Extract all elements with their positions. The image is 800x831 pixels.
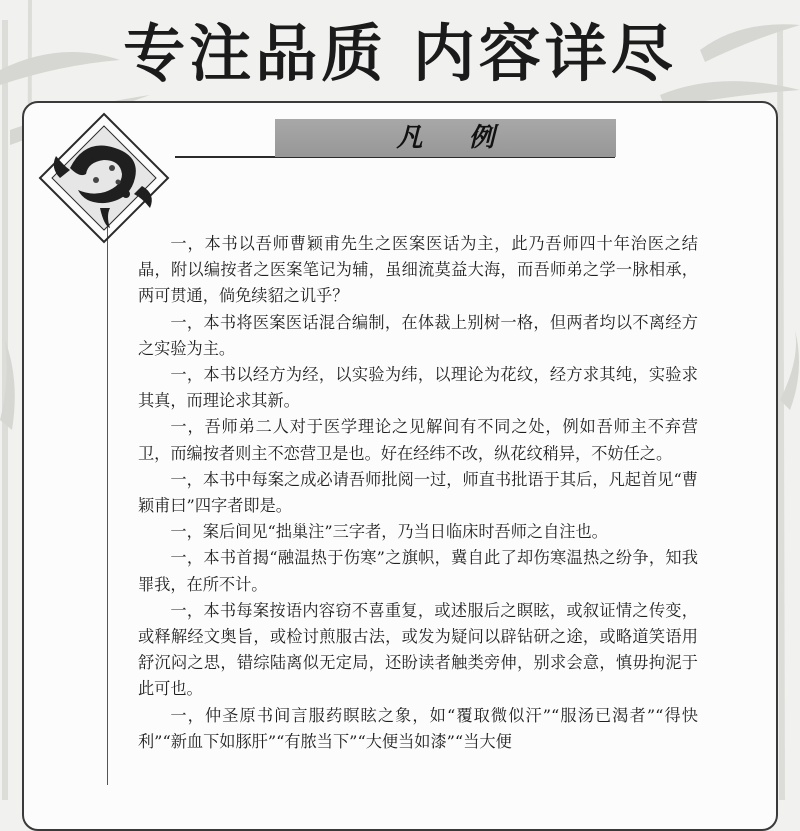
banner-title: 专注品质 内容详尽	[123, 17, 677, 90]
margin-line	[107, 225, 108, 785]
paragraph: 一，仲圣原书间言服药瞑眩之象，如“覆取微似汗”“服汤已渴者”“得快利”“新血下如豚肝”“有脓当下”“大便当如漆”“当大便	[138, 705, 698, 751]
paragraph: 一，本书以经方为经，以实验为纬，以理论为花纹，经方求其纯，实验求其真，而理论求其新。	[138, 365, 698, 411]
paragraph: 一，本书以吾师曹颖甫先生之医案医话为主，此乃吾师四十年治医之结晶，附以编按者之医案笔记为辅，虽细流莫益大海，而吾师弟之学一脉相承，两可贯通，倘免续貂之讥乎？	[138, 234, 698, 306]
paragraph: 一，吾师弟二人对于医学理论之见解间有不同之处，例如吾师主不弃营卫，而编按者则主不恋营卫是也。好在经纬不改，纵花纹稍异，不妨任之。	[138, 417, 698, 463]
section-title: 凡例	[396, 123, 541, 153]
paragraph: 一，本书每案按语内容窃不喜重复，或述服后之瞑眩，或叙证情之传变，或释解经文奥旨，或检讨煎服古法，或发为疑问以辟钻研之途，或略道笑语用舒沉闷之思，错综陆离似无定局，还盼读者触类旁伸，别求会意，慎毋拘泥于此可也。	[138, 600, 698, 699]
paragraph: 一，本书将医案医话混合编制，在体裁上别树一格，但两者均以不离经方之实验为主。	[138, 312, 698, 358]
paragraph: 一，本书中每案之成必请吾师批阅一过，师直书批语于其后，凡起首见“曹颖甫曰”四字者即是。	[138, 469, 698, 516]
dragon-emblem-icon	[30, 108, 178, 248]
paragraph: 一，本书首揭“融温热于伤寒”之旗帜，冀自此了却伤寒温热之纷争，知我罪我，在所不计。	[138, 548, 698, 594]
document-body	[138, 231, 698, 755]
paragraph: 一，案后间见“拙巢注”三字者，乃当日临床时吾师之自注也。	[170, 522, 608, 542]
